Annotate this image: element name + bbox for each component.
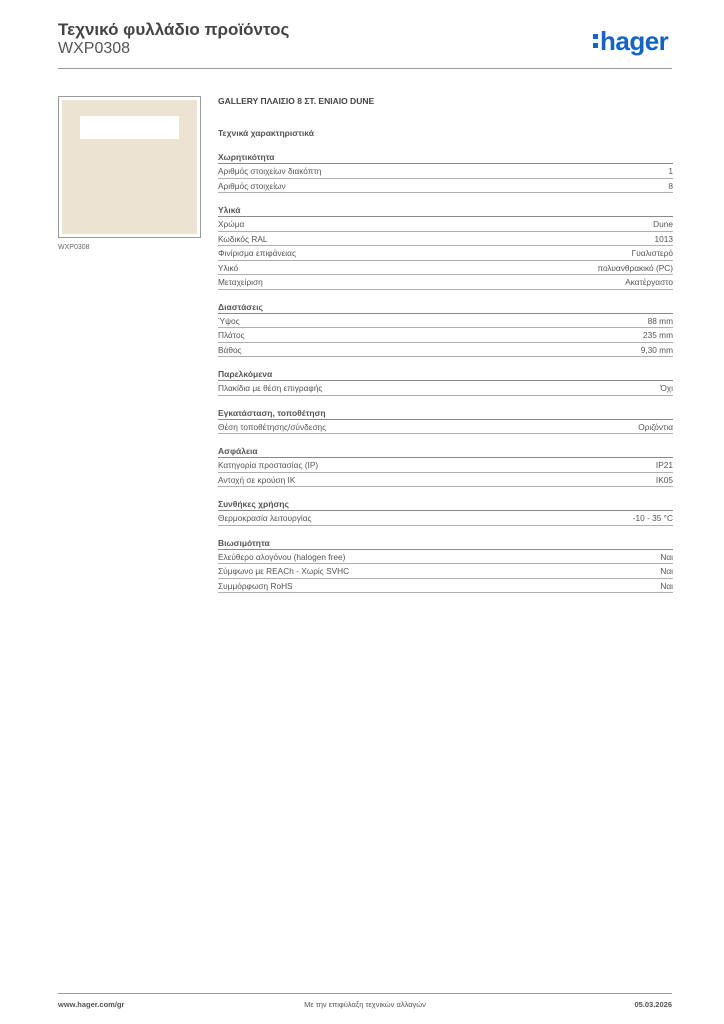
spec-value: Γυαλιστερό [631,248,673,258]
spec-row [218,381,673,396]
spec-value: Ακατέργαστο [625,277,673,287]
spec-label: Κωδικός RAL [218,233,268,244]
footer-disclaimer: Με την επιφύλαξη τεχνικών αλλαγών [304,1000,426,1009]
spec-row [218,420,673,435]
spec-section [218,204,673,290]
spec-label: Χρώμα [218,219,245,229]
spec-label: Θερμοκρασία λειτουργίας [218,513,312,523]
spec-value: Dune [653,219,673,229]
section-title: Εγκατάσταση, τοποθέτηση [218,407,673,420]
footer-website-link[interactable]: www.hager.com/gr [58,1000,125,1009]
spec-value: Ναι [660,551,673,562]
specs-heading: Τεχνικά χαρακτηριστικά [218,128,314,138]
section-title: Υλικά [218,204,673,217]
spec-row [218,179,673,194]
spec-sections [218,151,673,593]
spec-section [218,445,673,487]
product-code: WXP0308 [58,40,131,57]
spec-value: 1 [668,166,673,176]
spec-value: -10 - 35 °C [632,513,673,523]
spec-row [218,511,673,526]
spec-row [218,550,673,565]
spec-label: Κατηγορία προστασίας (IP) [218,460,319,470]
spec-value: 1013 [654,233,673,244]
page-title: Τεχνικό φυλλάδιο προϊόντος [58,20,290,39]
spec-row [218,579,673,594]
spec-label: Πλάτος [218,330,245,340]
spec-row [218,564,673,579]
spec-section [218,301,673,358]
spec-row [218,343,673,358]
spec-value: Ναι [660,580,673,591]
spec-value: 235 mm [643,330,673,340]
spec-label: Ύψος [218,315,240,326]
spec-label: Συμμόρφωση RoHS [218,580,293,591]
spec-label: Σύμφωνο με REACh - Χωρίς SVHC [218,566,350,576]
product-image [58,96,201,238]
spec-section [218,151,673,193]
section-title: Βιωσιμότητα [218,537,673,550]
section-title: Διαστάσεις [218,301,673,314]
section-title: Συνθήκες χρήσης [218,498,673,511]
spec-row [218,232,673,247]
image-caption: WXP0308 [58,244,90,251]
spec-row [218,314,673,329]
frame-window-shape [80,116,179,139]
spec-section [218,498,673,526]
spec-row [218,275,673,290]
spec-value: Όχι [660,383,673,393]
spec-row [218,458,673,473]
product-name: GALLERY ΠΛΑΙΣΙΟ 8 ΣΤ. ΕΝΙΑΙΟ DUNE [218,96,375,106]
spec-row [218,217,673,232]
spec-label: Αντοχή σε κρούση IK [218,474,296,485]
spec-row [218,164,673,179]
spec-label: Αριθμός στοιχείων διακόπτη [218,166,322,176]
spec-row [218,473,673,488]
spec-value: IK05 [655,474,673,485]
spec-value: 9,30 mm [640,344,673,355]
logo-text: hager [600,26,669,56]
spec-label: Φινίρισμα επιφάνειας [218,248,296,258]
spec-value: IP21 [655,460,673,470]
spec-section [218,537,673,594]
spec-label: Βάθος [218,344,242,355]
spec-section [218,407,673,435]
spec-value: Οριζόντια [638,421,673,432]
spec-label: Πλακίδια με θέση επιγραφής [218,383,323,393]
spec-row [218,246,673,261]
spec-label: Αριθμός στοιχείων [218,180,286,191]
spec-panel [218,96,673,593]
spec-value: πολυανθρακικό (PC) [597,262,673,273]
section-title: Χωρητικότητα [218,151,673,164]
spec-value: Ναι [660,566,673,576]
section-title: Παρελκόμενα [218,368,673,381]
spec-label: Μεταχείριση [218,277,263,287]
spec-label: Θέση τοποθέτησης/σύνδεσης [218,421,327,432]
spec-value: 88 mm [647,315,673,326]
spec-value: 8 [668,180,673,191]
spec-section [218,368,673,396]
hager-logo[interactable] [593,26,668,56]
spec-label: Ελεύθερο αλογόνου (halogen free) [218,551,346,562]
spec-row [218,261,673,276]
section-title: Ασφάλεια [218,445,673,458]
spec-label: Υλικό [218,262,239,273]
footer [58,993,672,1009]
footer-date: 05.03.2026 [634,1000,672,1009]
logo-dots-icon [593,26,599,48]
spec-row [218,328,673,343]
frame-plate-shape [62,100,197,234]
header-divider [58,68,672,69]
